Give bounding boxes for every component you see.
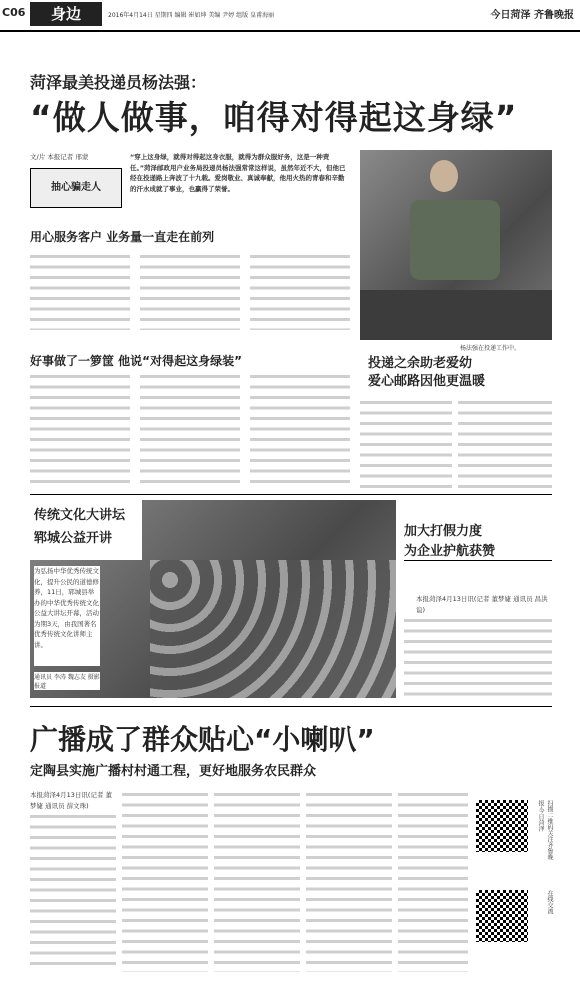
brand-byline: 本报菏泽4月13日讯(记者 董梦婕 通讯员 昌洪谊): [416, 595, 548, 614]
main-kicker: 菏泽最美投递员杨法强：: [30, 73, 207, 92]
section-label: 身边: [30, 2, 102, 26]
stamp-box: [30, 168, 122, 208]
text-column: [360, 398, 452, 488]
text-column: [404, 616, 552, 698]
photo-caption: 杨法强在投递工作中。: [460, 345, 521, 352]
header-meta: 2016年4月14日 星期四 编辑 崔如坤 美编 尹婷 组版 皇甫海丽: [108, 12, 275, 19]
divider: [30, 706, 552, 707]
subhead-3-line2: 爱心邮路因他更温暖: [368, 374, 486, 389]
text-column: [30, 252, 130, 330]
qr-code-icon[interactable]: [476, 800, 528, 852]
culture-headline-1: 传统文化大讲坛: [34, 508, 126, 523]
text-column: [140, 252, 240, 330]
text-column: [250, 252, 350, 330]
culture-headline-box: [30, 500, 142, 560]
divider: [30, 494, 552, 495]
culture-lead: 为弘扬中华优秀传统文化，提升公民的道德修养，11日，郓城县举办的中华优秀传统文化公益大讲坛开幕，活动为期3天，由我国著名优秀传统文化讲师主讲。: [34, 566, 100, 666]
main-byline: 文/片 本报记者 邢蒙: [30, 153, 89, 161]
text-column: [30, 812, 116, 972]
qr-code-icon-2[interactable]: [476, 890, 528, 942]
brand-headline-2: 为企业护航获赞: [404, 544, 496, 559]
text-column: [214, 790, 300, 972]
brand-headline-1: 加大打假力度: [404, 524, 483, 539]
subhead-2: 好事做了一箩筐 他说“对得起这身绿装”: [30, 354, 242, 368]
radio-subhead: 定陶县实施广播村村通工程，更好地服务农民群众: [30, 764, 317, 779]
qr-label: 扫描二维码关注齐鲁晚报·今日菏泽: [537, 800, 553, 860]
qr-label-2: 在线交流: [546, 890, 553, 914]
postman-photo: [360, 150, 552, 340]
main-headline: “做人做事，咱得对得起这身绿”: [30, 98, 518, 137]
text-column: [458, 398, 552, 488]
text-column: [250, 372, 350, 488]
main-intro: “穿上这身绿，就得对得起这身衣服，就得为群众服好务，这是一种责任。”菏泽邮政用户业务局投递员杨法强常常这样说，虽然年近不大，但他已经在投递路上奔波了十九载。爱岗敬业、真诚奉献，他用火热的青春和辛勤的汗水成就了事业，也赢得了荣誉。: [130, 153, 346, 193]
culture-headline-2: 郓城公益开讲: [34, 531, 113, 546]
subhead-3-line1: 投递之余助老爱幼: [368, 356, 473, 371]
culture-byline: 通讯员 李涛 魏志友 摄影报道: [34, 674, 100, 690]
subhead-1: 用心服务客户 业务量一直走在前列: [30, 230, 215, 244]
radio-byline: 本报菏泽4月13日讯(记者 董梦婕 通讯员 薛文珠): [30, 791, 113, 810]
stamp-text: 抽心骗走人: [51, 182, 101, 193]
text-column: [140, 372, 240, 488]
text-column: [398, 790, 468, 972]
newspaper-brand: 今日菏泽 齐鲁晚报: [490, 10, 574, 21]
text-column: [306, 790, 392, 972]
radio-headline: 广播成了群众贴心“小喇叭”: [30, 723, 375, 756]
text-column: [30, 372, 130, 488]
divider: [404, 560, 552, 561]
page-number: C06: [2, 6, 26, 19]
text-column: [122, 790, 208, 972]
